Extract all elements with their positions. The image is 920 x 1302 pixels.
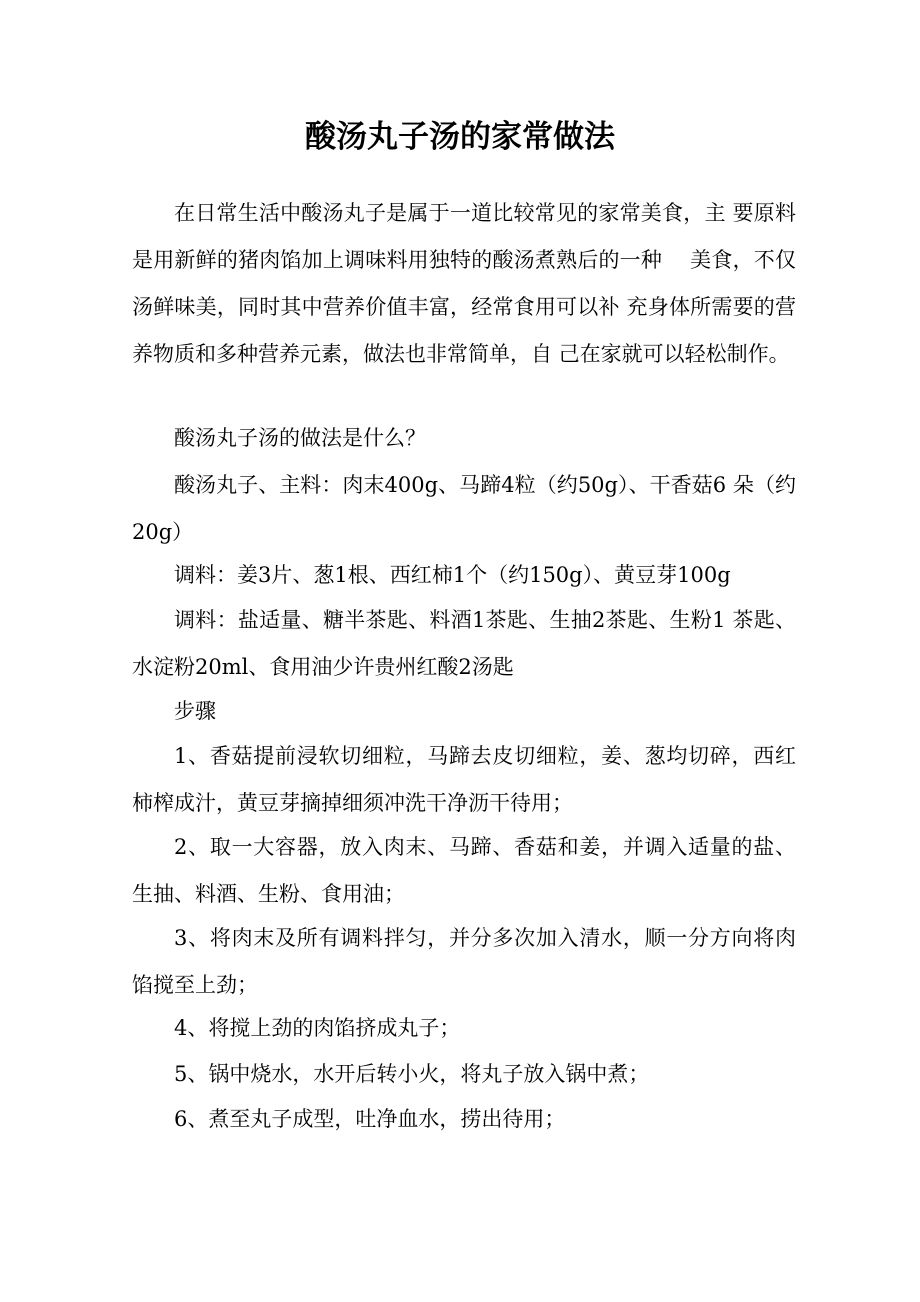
step-1: 1、香菇提前浸软切细粒，马蹄去皮切细粒，姜、葱均切碎，西红柿榨成汁，黄豆芽摘掉细须冲洗干净沥干待用；	[132, 744, 796, 815]
seasoning-paragraph-1: 调料：姜3片、葱1根、西红柿1个（约150g）、黄豆芽100g	[174, 563, 731, 587]
steps-heading: 步骤	[174, 699, 216, 723]
step-5: 5、锅中烧水，水开后转小火，将丸子放入锅中煮；	[174, 1062, 650, 1086]
step-3: 3、将肉末及所有调料拌匀，并分多次加入清水，顺一分方向将肉馅搅至上劲；	[132, 926, 796, 997]
step-4: 4、将搅上劲的肉馅挤成丸子；	[174, 1016, 461, 1040]
step-2: 2、取一大容器，放入肉末、马蹄、香菇和姜，并调入适量的盐、生抽、料酒、生粉、食用油；	[132, 835, 796, 906]
step-6: 6、煮至丸子成型，吐净血水，捞出待用；	[174, 1107, 566, 1131]
intro-paragraph: 在日常生活中酸汤丸子是属于一道比较常见的家常美食，主 要原料是用新鲜的猪肉馅加上调味料用独特的酸汤煮熟后的一种 美食，不仅汤鲜味美，同时其中营养价值丰富，经常食用可以补 充身体所需要的营养物质和多种营养元素，做法也非常简单，自 己在家就可以轻松制作。	[132, 201, 796, 366]
main-ingredients-paragraph: 酸汤丸子、主料：肉末400g、马蹄4粒（约50g）、干香菇6 朵（约20g）	[132, 473, 796, 544]
seasoning-paragraph-2: 调料：盐适量、糖半茶匙、料酒1茶匙、生抽2茶匙、生粉1 茶匙、水淀粉20ml、食用油少许贵州红酸2汤匙	[132, 608, 796, 679]
document-title: 酸汤丸子汤的家常做法	[305, 119, 615, 155]
question-paragraph: 酸汤丸子汤的做法是什么？	[174, 426, 426, 450]
